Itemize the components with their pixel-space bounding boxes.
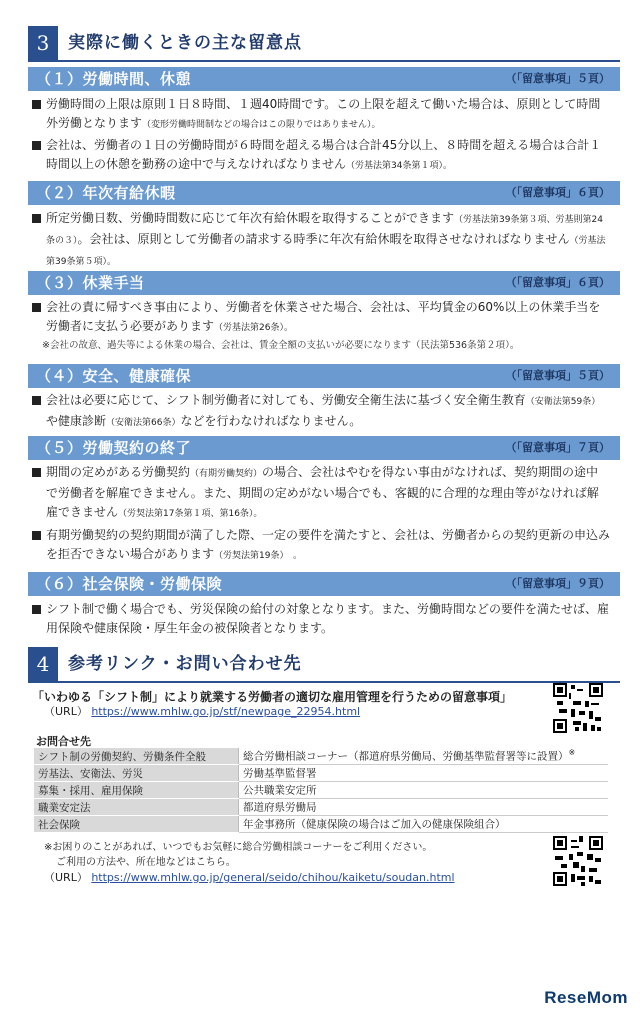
subsection-5-bar xyxy=(28,436,620,460)
item-citation: （労基法第26条）。 xyxy=(214,323,293,333)
item-text: 有期労働契約の契約期間が満了した際、一定の要件を満たすと、会社は、労働者からの契約更新の申込みを拒否できない場合があります xyxy=(46,528,611,561)
contact-office-text: 年金事務所（健康保険の場合はご加入の健康保険組合） xyxy=(243,818,506,831)
item-text: などを行わなければなりません。 xyxy=(180,414,362,428)
section-3-number: 3 xyxy=(28,26,58,60)
contact-table xyxy=(34,748,608,833)
logo-part: Mom xyxy=(586,988,628,1007)
item-text: 労働時間の上限は原則１日８時間、１週40時間です。この上限を超えて働いた場合は、原則として時間外労働となります xyxy=(46,97,601,130)
bullet-square-icon xyxy=(32,605,41,614)
bullet-square-icon xyxy=(32,303,41,312)
soudan-url-link[interactable]: https://www.mhlw.go.jp/general/seido/chihou/kaiketu/soudan.html xyxy=(91,871,455,884)
qr-code-icon xyxy=(553,683,603,733)
url-label: （URL） xyxy=(44,705,88,718)
subsection-4-title: （４）安全、健康確保 xyxy=(36,367,192,385)
contact-office-text: 公共職業安定所 xyxy=(243,784,317,797)
bullet-square-icon xyxy=(32,396,41,405)
item-text: 所定労働日数、労働時間数に応じて年次有給休暇を取得することができます xyxy=(46,211,455,225)
contact-office xyxy=(239,782,609,799)
contact-mark: ※ xyxy=(568,748,576,758)
subsection-6-title: （６）社会保険・労働保険 xyxy=(36,575,223,593)
table-row xyxy=(34,765,608,782)
contact-office xyxy=(239,799,609,816)
url-label: （URL） xyxy=(44,871,88,884)
table-row xyxy=(34,782,608,799)
subsection-3-bar xyxy=(28,271,620,295)
item-text: 期間の定めがある労働契約 xyxy=(46,465,191,479)
item-citation: （変形労働時間制などの場合はこの限りではありません）。 xyxy=(142,120,381,130)
section-3-header xyxy=(28,26,620,62)
contact-topic: 労基法、安衛法、労災 xyxy=(34,765,239,782)
subsection-4-ref: （「留意事項」５頁） xyxy=(505,369,610,382)
subsection-1-bar xyxy=(28,67,620,91)
table-row xyxy=(34,816,608,833)
subsection-4-bar xyxy=(28,364,620,388)
subsection-2-bar xyxy=(28,181,620,205)
note-text: ※会社の故意、過失等による休業の場合、会社は、賃金全額の支払いが必要になります（民法第536条第２項）。 xyxy=(42,340,520,351)
contact-heading: お問合せ先 xyxy=(36,735,91,748)
subsection-2-title: （２）年次有給休暇 xyxy=(36,184,176,202)
item-citation: （労契法第17条第１項、第16条）。 xyxy=(118,509,263,519)
contact-office xyxy=(239,765,609,782)
table-row xyxy=(34,748,608,765)
contact-office-text: 都道府県労働局 xyxy=(243,801,317,814)
footnote-url-line xyxy=(44,870,455,886)
list-item xyxy=(30,526,610,566)
item-citation: （安衛法第66条） xyxy=(106,418,181,428)
section-4-header xyxy=(28,647,620,683)
document-url-link[interactable]: https://www.mhlw.go.jp/stf/newpage_22954.html xyxy=(91,705,361,718)
footnote xyxy=(44,840,455,886)
contact-office xyxy=(239,816,609,833)
item-text: 。会社は、原則として労働者の請求する時季に年次有給休暇を取得させなければなりません xyxy=(77,232,570,246)
subsection-5-ref: （「留意事項」７頁） xyxy=(505,441,610,454)
bullet-square-icon xyxy=(32,468,41,477)
list-item xyxy=(30,209,610,272)
item-citation: （労契法第19条） 。 xyxy=(214,551,302,561)
subsection-6-ref: （「留意事項」９頁） xyxy=(505,577,610,590)
item-text: や健康診断 xyxy=(46,414,107,428)
footnote-line: ご利用の方法や、所在地などはこちら。 xyxy=(56,857,236,868)
contact-topic: 職業安定法 xyxy=(34,799,239,816)
bullet-square-icon xyxy=(32,214,41,223)
list-item xyxy=(30,298,610,338)
logo-part: Rese xyxy=(544,988,587,1007)
bullet-square-icon xyxy=(32,141,41,150)
item-citation: （労基法第39条第３項、労基則第24条の３） xyxy=(46,215,603,246)
table-row xyxy=(34,799,608,816)
document-url-line xyxy=(44,704,360,720)
list-item xyxy=(30,600,610,638)
subsection-3-title: （３）休業手当 xyxy=(36,274,145,292)
qr-code-icon xyxy=(553,836,603,886)
item-citation: （有期労働契約） xyxy=(190,469,263,479)
contact-topic: シフト制の労働契約、労働条件全般 xyxy=(34,748,239,765)
item-text: シフト制で働く場合でも、労災保険の給付の対象となります。また、労働時間などの要件を満たせば、雇用保険や健康保険・厚生年金の被保険者となります。 xyxy=(46,602,610,635)
section-3-title: 実際に働くときの主な留意点 xyxy=(68,33,302,53)
list-item xyxy=(30,391,610,433)
item-text: 会社は、労働者の１日の労働時間が６時間を超える場合は合計45分以上、８時間を超える場合は合計１時間以上の休憩を勤務の途中で与えなければなりません xyxy=(46,138,602,171)
item-text: 会社は必要に応じて、シフト制労働者に対しても、労働安全衛生法に基づく安全衛生教育 xyxy=(46,393,526,407)
contact-office-text: 総合労働相談コーナー（都道府県労働局、労働基準監督署等に設置） xyxy=(243,750,569,763)
item-text: 会社の責に帰すべき事由により、労働者を休業させた場合、会社は、平均賃金の60%以上の休業手当を労働者に支払う必要があります xyxy=(46,300,601,333)
list-item xyxy=(30,95,610,135)
section-4-title: 参考リンク・お問い合わせ先 xyxy=(68,654,302,674)
item-citation: （安衛法第59条） xyxy=(525,397,601,407)
contact-office xyxy=(239,748,609,765)
item-citation: （労基法第39条第５項）。 xyxy=(46,236,606,267)
contact-topic: 社会保険 xyxy=(34,816,239,833)
subsection-6-bar xyxy=(28,572,620,596)
subsection-5-title: （５）労働契約の終了 xyxy=(36,439,192,457)
subsection-1-title: （１）労働時間、休憩 xyxy=(36,70,192,88)
footnote-line: ※お困りのことがあれば、いつでもお気軽に総合労働相談コーナーをご利用ください。 xyxy=(44,842,433,853)
subsection-3-ref: （「留意事項」６頁） xyxy=(505,276,610,289)
item-citation: （労基法第34条第１項）。 xyxy=(346,161,452,171)
list-item xyxy=(30,463,610,524)
bullet-square-icon xyxy=(32,100,41,109)
document-title: 「いわゆる「シフト制」により就業する労働者の適切な雇用管理を行うための留意事項」 xyxy=(32,690,513,704)
list-item xyxy=(30,136,610,176)
resemom-logo xyxy=(544,988,628,1008)
bullet-square-icon xyxy=(32,531,41,540)
section-4-number: 4 xyxy=(28,647,58,681)
subsection-2-ref: （「留意事項」６頁） xyxy=(505,186,610,199)
contact-topic: 募集・採用、雇用保険 xyxy=(34,782,239,799)
item-text: の場合、会社はやむを得ない事由がなければ、契約期間の途中で労働者を解雇できません。また、期間の定めがない場合でも、客観的に合理的な理由等がなければ解雇できません xyxy=(46,465,599,519)
contact-office-text: 労働基準監督署 xyxy=(243,767,317,780)
subsection-1-ref: （「留意事項」５頁） xyxy=(505,72,610,85)
